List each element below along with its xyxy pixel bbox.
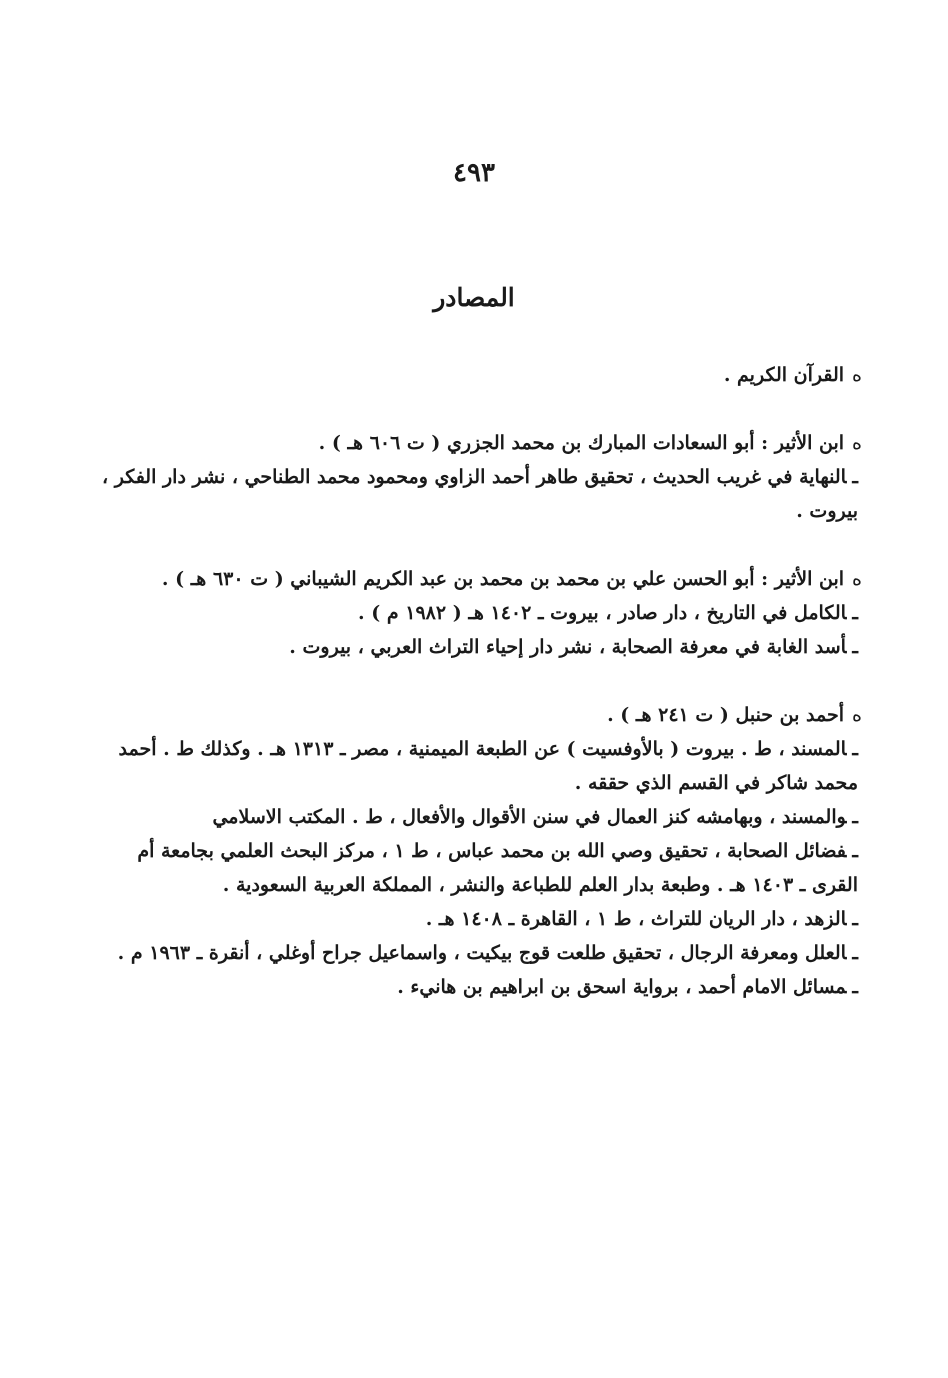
entry-heading: هأحمد بن حنبل ( ت ٢٤١ هـ ) . <box>100 698 862 732</box>
reference-entry-quran <box>100 358 862 392</box>
section-title: المصادر <box>433 283 515 312</box>
dash-marker: ـ <box>852 466 858 488</box>
dash-marker: ـ <box>852 976 858 998</box>
dash-marker: ـ <box>852 602 858 624</box>
references-list <box>100 358 862 1038</box>
entry-heading: هابن الأثير : أبو السعادات المبارك بن محمد الجزري ( ت ٦٠٦ هـ ) . <box>100 426 862 460</box>
dash-marker: ـ <box>852 840 858 862</box>
dash-marker: ـ <box>852 908 858 930</box>
work-item: ـالنهاية في غريب الحديث ، تحقيق طاهر أحمد الزاوي ومحمود محمد الطناحي ، نشر دار الفكر ، بيروت . <box>101 466 858 522</box>
reference-entry-ibn-al-athir-jazari <box>100 426 862 528</box>
dash-marker: ـ <box>852 942 858 964</box>
work-item: ـأسد الغابة في معرفة الصحابة ، نشر دار إحياء التراث العربي ، بيروت . <box>289 636 858 658</box>
entry-heading: هالقرآن الكريم . <box>100 358 862 392</box>
bullet-marker: ه <box>852 568 862 590</box>
page-number: ٤٩٣ <box>453 158 495 188</box>
bullet-marker: ه <box>852 704 862 726</box>
reference-entry-ibn-al-athir-shaybani <box>100 562 862 664</box>
bullet-marker: ه <box>852 364 862 386</box>
work-item: ـالعلل ومعرفة الرجال ، تحقيق طلعت قوج بيكيت ، واسماعيل جراح أوغلي ، أنقرة ـ ١٩٦٣ م . <box>117 942 858 964</box>
work-item: ـوالمسند ، وبهامشه كنز العمال في سنن الأقوال والأفعال ، ط . المكتب الاسلامي <box>212 806 858 828</box>
dash-marker: ـ <box>852 738 858 760</box>
work-item: ـمسائل الامام أحمد ، برواية اسحق بن ابراهيم بن هانيء . <box>397 976 858 998</box>
reference-entry-ahmad-ibn-hanbal <box>100 698 862 1004</box>
bullet-marker: ه <box>852 432 862 454</box>
dash-marker: ـ <box>852 806 858 828</box>
work-item: ـفضائل الصحابة ، تحقيق وصي الله بن محمد عباس ، ط ١ ، مركز البحث العلمي بجامعة أم القرى ـ ١٤٠٣ هـ . وطبعة بدار العلم للطباعة والنشر ، المملكة العربية السعودية . <box>137 840 858 896</box>
work-item: ـالزهد ، دار الريان للتراث ، ط ١ ، القاهرة ـ ١٤٠٨ هـ . <box>425 908 858 930</box>
dash-marker: ـ <box>852 636 858 658</box>
entry-heading: هابن الأثير : أبو الحسن علي بن محمد بن محمد بن عبد الكريم الشيباني ( ت ٦٣٠ هـ ) . <box>100 562 862 596</box>
work-item: ـالكامل في التاريخ ، دار صادر ، بيروت ـ ١٤٠٢ هـ ( ١٩٨٢ م ) . <box>358 602 858 624</box>
work-item: ـالمسند ، ط . بيروت ( بالأوفسيت ) عن الطبعة الميمنية ، مصر ـ ١٣١٣ هـ . وكذلك ط . أحمد محمد شاكر في القسم الذي حققه . <box>118 738 858 794</box>
